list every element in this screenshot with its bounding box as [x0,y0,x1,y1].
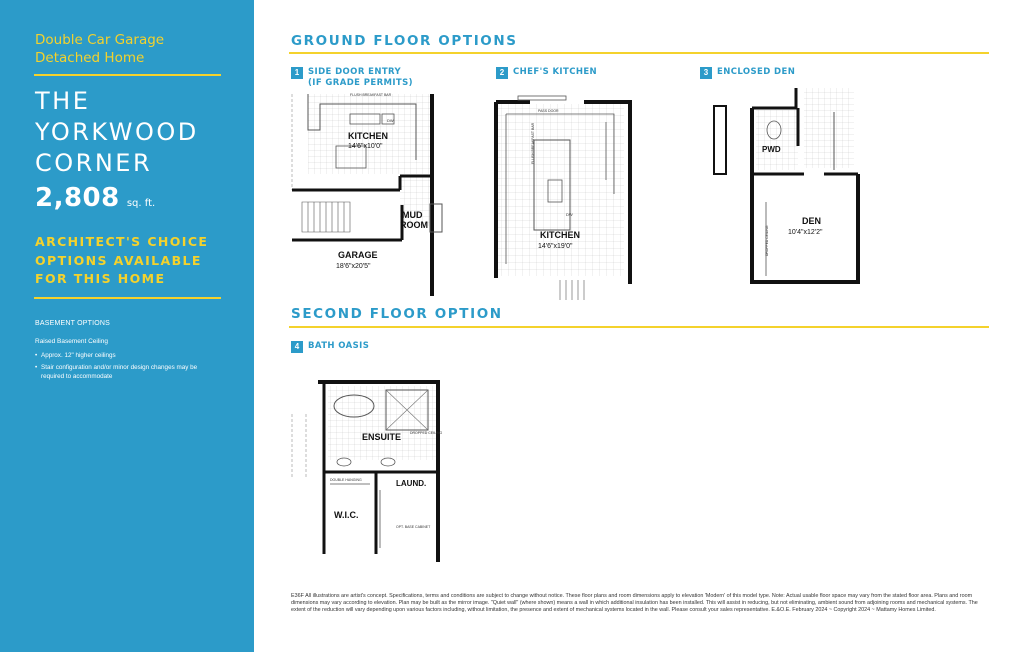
option-4-title: BATH OASIS [308,341,370,351]
sqft-unit: sq. ft. [126,198,156,209]
kitchen-label: KITCHEN [348,131,388,141]
dishwasher-label: DW [566,212,573,217]
garage-label: GARAGE [338,250,378,260]
basement-option-item: • Stair configuration and/or minor design changes may be required to accommodate [35,363,220,381]
powder-room-label: PWD [762,145,781,154]
home-type-line1: Double Car Garage [35,32,165,48]
home-title [35,86,199,179]
walk-in-closet-label: W.I.C. [334,510,359,520]
laundry-label: LAUND. [396,479,427,488]
ensuite-label: ENSUITE [362,432,402,442]
option-1-title [308,67,413,89]
second-floor-rule [289,326,989,328]
plan-side-door-entry [290,90,450,296]
choice-line3: FOR THIS HOME [35,271,166,286]
option-3-number: 3 [700,67,712,79]
base-cabinet-label: OPT. BASE CABINET [396,525,431,529]
option-1-number: 1 [291,67,303,79]
sidebar [0,0,254,652]
choice-line1: ARCHITECT'S CHOICE [35,234,209,249]
choice-line2: OPTIONS AVAILABLE [35,252,202,268]
basement-option-item: • Approx. 12" higher ceilings [35,351,220,360]
basement-options-list [35,351,220,384]
sidebar-divider-top [34,74,221,76]
dropped-ceiling-label: DROPPED CEILING [410,431,443,435]
architects-choice-callout [35,233,235,289]
plan-bath-oasis [288,378,448,568]
basement-options-subheading: Raised Basement Ceiling [35,338,108,345]
option-3-title: ENCLOSED DEN [717,67,796,77]
kitchen-dimensions: 14'6"x19'0" [538,243,573,250]
option-1-title-line2: (IF GRADE PERMITS) [308,78,413,88]
home-title-line3: CORNER [35,149,153,177]
flush-bar-label: FLUSH BREAKFAST BAR [350,93,392,97]
mudroom-label: ROOM [400,220,428,230]
option-2-label [496,67,597,79]
square-footage [35,183,155,213]
breakfast-bar-label: FLUSH BREAKFAST BAR [531,122,535,164]
dropped-ceiling-label: DROPPED CEILING [765,225,769,256]
option-2-number: 2 [496,67,508,79]
home-title-line1: THE [35,87,91,115]
kitchen-label: KITCHEN [540,230,580,240]
kitchen-dimensions: 14'6"x10'0" [348,143,383,150]
option-4-number: 4 [291,341,303,353]
plan-enclosed-den [704,86,880,286]
sqft-value: 2,808 [35,183,120,213]
home-title-line2: YORKWOOD [35,118,199,146]
option-3-label [700,67,795,79]
ground-floor-heading: GROUND FLOOR OPTIONS [291,33,518,49]
plan-chefs-kitchen [494,94,634,300]
pass-door-label: PASS DOOR [538,109,559,113]
home-type [35,31,235,67]
ground-floor-rule [289,52,989,54]
basement-options-heading: BASEMENT OPTIONS [35,320,111,327]
option-2-title: CHEF'S KITCHEN [513,67,598,77]
dishwasher-label: DW [387,118,394,123]
option-1-title-line1: SIDE DOOR ENTRY [308,67,402,77]
den-dimensions: 10'4"x12'2" [788,229,823,236]
second-floor-heading: SECOND FLOOR OPTION [291,306,503,322]
garage-dimensions: 18'6"x20'5" [336,263,371,270]
double-hanging-label: DOUBLE HANGING [330,478,362,482]
home-type-line2: Detached Home [35,50,145,66]
sidebar-divider-bottom [34,297,221,299]
option-4-label [291,341,369,353]
option-1-label [291,67,413,89]
den-label: DEN [802,216,822,226]
mud-label: MUD [402,210,423,220]
legal-disclaimer: E36F All illustrations are artist's concept. Specifications, terms and conditions are subject to change without notice. These floor plans and room dimensions apply to elevation 'Modern' of this model type. Note: Actual usable floor space may vary from the stated floor area. Plans and room dimensions may vary according to elevation. Plan may be built as the mirror image. "Quiet wall" (where shown) means a wall in which additional insulation has been installed. This will assist in reducing, but not eliminating, ambient sound from adjoining rooms and mechanical systems. The extent of the reduction will vary depending upon various factors including, without limitation, the presence and extent of mechanical systems located in the wall. Please consult your sales representative. E.&O.E. February 2024 ~ Copyright 2024 ~ Mattamy Homes Limited. [291,593,978,614]
